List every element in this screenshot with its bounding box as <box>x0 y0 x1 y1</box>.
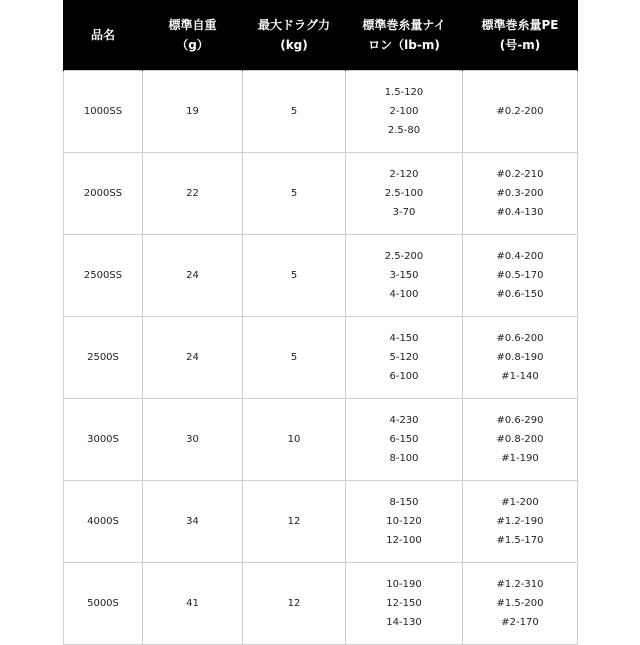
cell-nylon <box>346 399 463 481</box>
cell-nylon-line: 4-150 <box>389 333 419 344</box>
cell-nylon-line: 2.5-100 <box>384 188 424 199</box>
cell-pe-line: #0.8-200 <box>496 434 544 445</box>
cell-pe <box>463 153 578 235</box>
header-weight <box>143 0 243 71</box>
cell-model: 2000SS <box>64 153 143 235</box>
cell-drag: 5 <box>243 235 346 317</box>
table-row <box>64 153 578 235</box>
cell-pe-line: #1.5-200 <box>496 598 544 609</box>
cell-drag: 12 <box>243 481 346 563</box>
cell-pe-line: #0.6-290 <box>496 415 544 426</box>
cell-weight: 24 <box>143 317 243 399</box>
cell-pe-line: #1.2-310 <box>496 579 544 590</box>
cell-nylon-line: 10-190 <box>386 579 422 590</box>
cell-nylon-line: 6-150 <box>389 434 419 445</box>
cell-model: 2500S <box>64 317 143 399</box>
cell-weight: 24 <box>143 235 243 317</box>
cell-drag: 5 <box>243 317 346 399</box>
cell-nylon-line: 2.5-80 <box>387 125 421 136</box>
cell-pe-line: #1-200 <box>501 497 539 508</box>
cell-pe <box>463 235 578 317</box>
cell-weight: 41 <box>143 563 243 645</box>
cell-pe-line: #1-140 <box>501 371 539 382</box>
cell-weight: 34 <box>143 481 243 563</box>
cell-pe-line: #1-190 <box>501 453 539 464</box>
cell-model: 4000S <box>64 481 143 563</box>
cell-pe-line: #0.6-150 <box>496 289 544 300</box>
cell-nylon-line: 4-100 <box>389 289 419 300</box>
cell-pe-line: #0.8-190 <box>496 352 544 363</box>
cell-nylon-line: 5-120 <box>389 352 419 363</box>
cell-nylon <box>346 71 463 153</box>
cell-nylon <box>346 563 463 645</box>
header-weight-line: 標準自重 <box>168 18 217 32</box>
header-drag <box>243 0 346 71</box>
header-row <box>64 0 578 71</box>
cell-nylon <box>346 317 463 399</box>
cell-pe-line: #2-170 <box>501 617 539 628</box>
table-row <box>64 563 578 645</box>
cell-drag: 5 <box>243 153 346 235</box>
table-row <box>64 235 578 317</box>
cell-model: 1000SS <box>64 71 143 153</box>
header-nylon-line: ロン（lb-m) <box>368 38 440 52</box>
cell-pe <box>463 481 578 563</box>
cell-drag: 5 <box>243 71 346 153</box>
cell-pe-line: #0.3-200 <box>496 188 544 199</box>
cell-weight: 22 <box>143 153 243 235</box>
header-pe-line: 標準巻糸量PE <box>481 18 559 32</box>
cell-model: 2500SS <box>64 235 143 317</box>
cell-nylon-line: 3-150 <box>389 270 419 281</box>
table-row <box>64 71 578 153</box>
header-nylon <box>346 0 463 71</box>
cell-pe-line: #0.5-170 <box>496 270 544 281</box>
cell-pe-line: #0.2-200 <box>496 106 544 117</box>
cell-nylon-line: 8-100 <box>389 453 419 464</box>
header-model-line: 品名 <box>90 28 115 42</box>
cell-nylon-line: 10-120 <box>386 516 422 527</box>
cell-pe <box>463 399 578 481</box>
cell-pe <box>463 317 578 399</box>
cell-nylon-line: 6-100 <box>389 371 419 382</box>
table-body <box>64 71 578 645</box>
cell-pe-line: #0.4-200 <box>496 251 544 262</box>
cell-weight: 30 <box>143 399 243 481</box>
cell-nylon <box>346 481 463 563</box>
header-drag-line: (kg) <box>280 38 308 52</box>
cell-pe-line: #1.2-190 <box>496 516 544 527</box>
cell-nylon-line: 2.5-200 <box>384 251 424 262</box>
cell-weight: 19 <box>143 71 243 153</box>
table-row <box>64 317 578 399</box>
cell-pe <box>463 563 578 645</box>
cell-model: 5000S <box>64 563 143 645</box>
cell-nylon <box>346 235 463 317</box>
header-weight-line: （g） <box>176 38 209 52</box>
cell-pe <box>463 71 578 153</box>
cell-drag: 10 <box>243 399 346 481</box>
cell-pe-line: #1.5-170 <box>496 535 544 546</box>
spec-table <box>63 0 578 645</box>
cell-nylon-line: 2-120 <box>389 169 419 180</box>
cell-nylon-line: 3-70 <box>392 207 416 218</box>
cell-nylon-line: 12-150 <box>386 598 422 609</box>
header-nylon-line: 標準巻糸量ナイ <box>362 18 446 32</box>
cell-pe-line: #0.6-200 <box>496 333 544 344</box>
header-pe <box>463 0 578 71</box>
cell-nylon-line: 4-230 <box>389 415 419 426</box>
cell-nylon-line: 14-130 <box>386 617 422 628</box>
cell-nylon-line: 1.5-120 <box>384 87 424 98</box>
cell-pe-line: #0.4-130 <box>496 207 544 218</box>
table-header <box>64 0 578 71</box>
header-drag-line: 最大ドラグ力 <box>257 18 330 32</box>
cell-pe-line: #0.2-210 <box>496 169 544 180</box>
cell-drag: 12 <box>243 563 346 645</box>
table-row <box>64 399 578 481</box>
table-row <box>64 481 578 563</box>
cell-model: 3000S <box>64 399 143 481</box>
header-model <box>64 0 143 71</box>
cell-nylon <box>346 153 463 235</box>
header-pe-line: (号-m) <box>499 38 541 52</box>
cell-nylon-line: 12-100 <box>386 535 422 546</box>
cell-nylon-line: 2-100 <box>389 106 419 117</box>
cell-nylon-line: 8-150 <box>389 497 419 508</box>
